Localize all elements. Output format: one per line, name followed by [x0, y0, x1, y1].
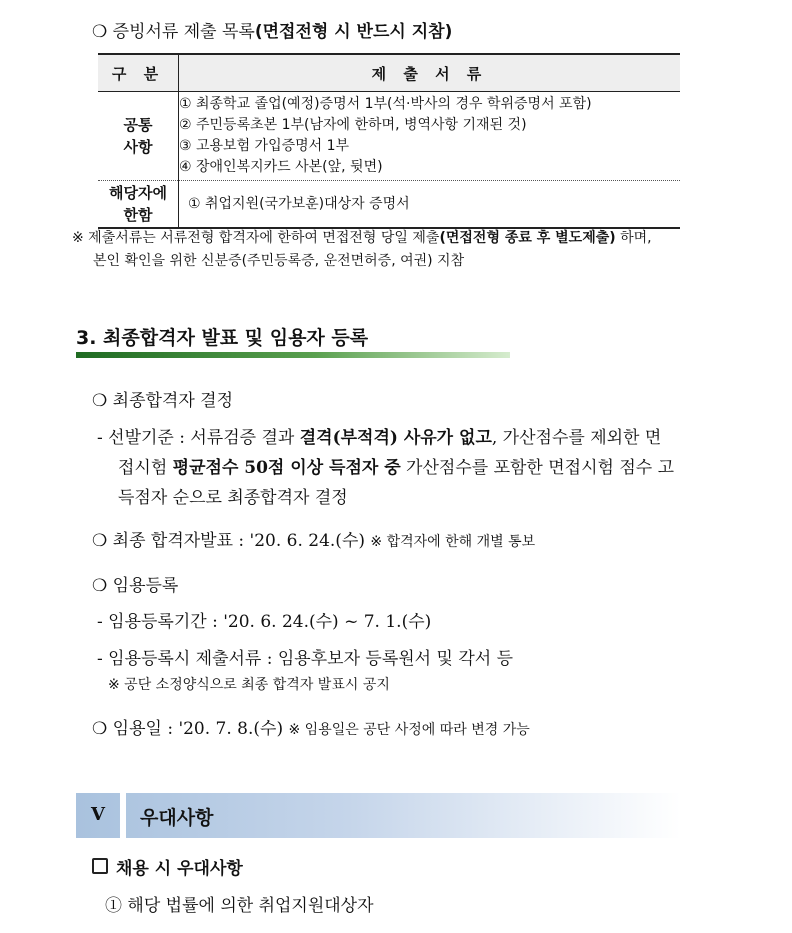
list-item: ③ 고용보험 가입증명서 1부 [179, 138, 350, 154]
list-item: ④ 장애인복지카드 사본(앞, 뒷면) [179, 159, 383, 175]
target-documents [179, 181, 681, 229]
announcement: ❍ 최종 합격자발표 : '20. 6. 24.(수) ※ 합격자에 한해 개별 통보 [92, 531, 536, 551]
section-divider-bar [76, 352, 510, 358]
header-documents: 제 출 서 류 [179, 54, 681, 92]
section5-band [76, 793, 681, 838]
header-category: 구 분 [98, 54, 179, 92]
decision-heading: ❍ 최종합격자 결정 [92, 391, 234, 411]
docs-note-line2: 본인 확인을 위한 신분증(주민등록증, 운전면허증, 여권) 지참 [93, 253, 465, 269]
registration-period: - 임용등록기간 : '20. 6. 24.(수) ~ 7. 1.(수) [97, 612, 432, 632]
category-common: 공통 사항 [98, 92, 179, 181]
appointment: ❍ 임용일 : '20. 7. 8.(수) ※ 임용일은 공단 사정에 따라 변경 가능 [92, 719, 530, 739]
docs-heading-text: ❍ 증빙서류 제출 목록 [92, 22, 255, 42]
table-row-common [98, 92, 680, 181]
section3-title: 3. 최종합격자 발표 및 임용자 등록 [76, 327, 369, 349]
section5-numeral: V [91, 804, 105, 825]
criteria-line-3: 득점자 순으로 최종합격자 결정 [118, 488, 348, 508]
section5-title: 우대사항 [140, 807, 214, 829]
preference-heading: 채용 시 우대사항 [116, 859, 243, 879]
docs-heading-emphasis: (면접전형 시 반드시 지참) [254, 22, 453, 42]
category-target: 해당자에 한함 [98, 181, 179, 229]
table-header-row [98, 54, 680, 92]
band-separator [120, 793, 126, 838]
registration-heading: ❍ 임용등록 [92, 576, 179, 596]
checkbox-square-icon [92, 858, 108, 874]
common-documents [179, 92, 681, 181]
documents-table [98, 53, 680, 229]
docs-note: ※ 제출서류는 서류전형 합격자에 한하여 면접전형 당일 제출(면접전형 종료 후 별도제출) 하며, [72, 230, 652, 246]
registration-documents: - 임용등록시 제출서류 : 임용후보자 등록원서 및 각서 등 [97, 649, 513, 669]
docs-heading [92, 17, 452, 42]
list-item: ① 취업지원(국가보훈)대상자 증명서 [188, 195, 410, 212]
preference-item-1: ① 해당 법률에 의한 취업지원대상자 [105, 896, 374, 916]
registration-note: ※ 공단 소정양식으로 최종 합격자 발표시 공지 [108, 677, 390, 693]
list-item: ② 주민등록초본 1부(남자에 한하며, 병역사항 기재된 것) [179, 117, 527, 133]
table-row-target [98, 181, 680, 229]
criteria-line-2: 접시험 평균점수 50점 이상 득점자 중 가산점수를 포함한 면접시험 점수 고 [118, 458, 675, 478]
criteria-line-1: - 선발기준 : 서류검증 결과 결격(부적격) 사유가 없고, 가산점수를 제외한 면 [97, 428, 662, 448]
list-item: ① 최종학교 졸업(예정)증명서 1부(석·박사의 경우 학위증명서 포함) [179, 96, 592, 112]
